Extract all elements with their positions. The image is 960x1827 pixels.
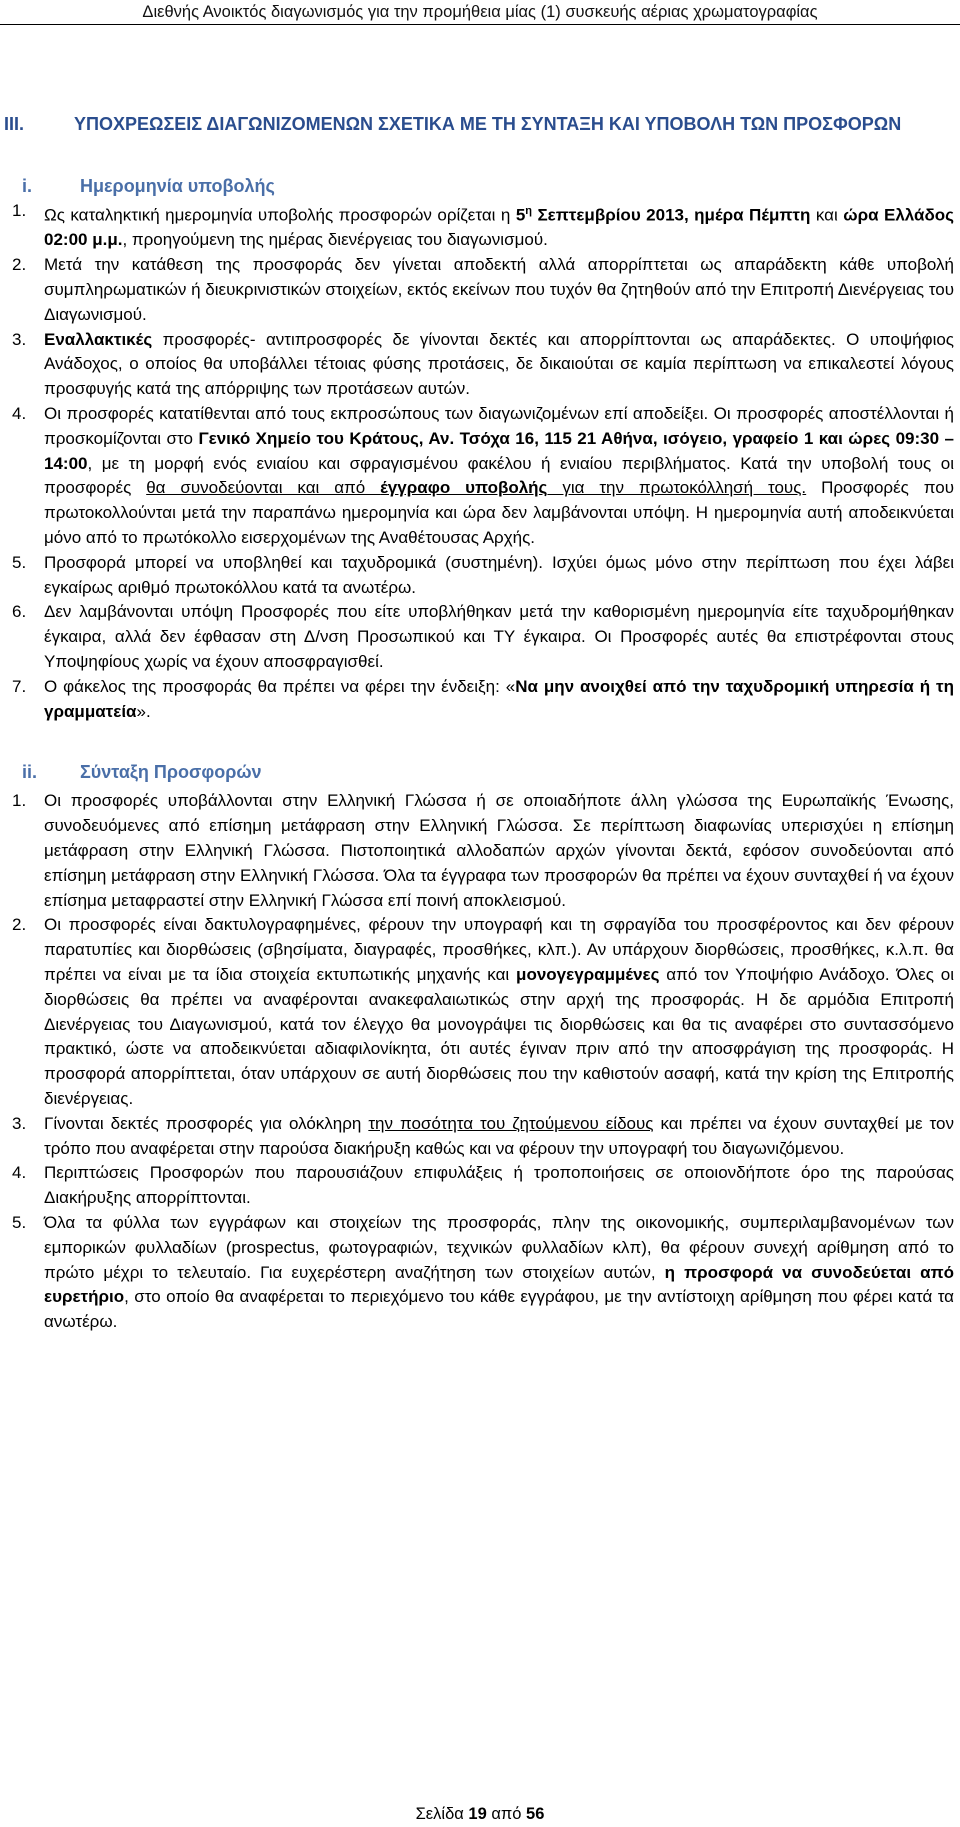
document-title: Διεθνής Ανοικτός διαγωνισμός για την προμήθεια μίας (1) συσκευής αέριας χρωματογραφίας xyxy=(142,3,818,21)
subsection-number: i. xyxy=(22,176,33,196)
list-item: 4. Οι προσφορές κατατίθενται από τους εκπροσώπους των διαγωνιζομένων επί αποδείξει. Οι προσφορές αποστέλλονται ή προσκομίζονται στο Γενικό Χημείο του Κράτους, Αν. Τσόχα 16, 115 21 Αθήνα, ισόγειο, γραφείο 1 και ώρες 09:30 –14:00, με τη μορφή ενός ενιαίου και σφραγισμένου φακέλου ή ενιαίου περιβλήματος. Κατά την υποβολή τους οι προσφορές θα συνοδεύονται και από έγγραφο υποβολής για την πρωτοκόλλησή τους. Προσφορές που πρωτοκολλούνται μετά την παραπάνω ημερομηνία και ώρα δεν λαμβάνονται υπόψη. Η ημερομηνία αυτή αποδεικνύεται μόνο από το πρωτόκολλο εισερχομένων της Αναθέτουσας Αρχής. xyxy=(12,404,955,548)
list-item: 2. Οι προσφορές είναι δακτυλογραφημένες, φέρουν την υπογραφή και τη σφραγίδα του προσφέροντος και δεν φέρουν παρατυπίες και διορθώσεις (σβησίματα, διαγραφές, προσθήκες, κλπ.). Αν υπάρχουν διορθώσεις, προσθήκες, κ.λ.π. θα πρέπει να είναι με τα ίδια στοιχεία εκτυπωτικής μηχανής και μονογεγραμμένες από τον Υποψήφιο Ανάδοχο. Όλες οι διορθώσεις θα πρέπει να αναφέρονται ανακεφαλαιωτικώς στην αρχή της προσφοράς. Η δε αρμόδια Επιτροπή Διενέργειας του Διαγωνισμού, κατά τον έλεγχο θα μονογράψει τις διορθώσεις και θα τις αναφέρει στο συντασσόμενο πρακτικό, ώστε να αποδεικνύεται αδιαφιλονίκητα, ότι αυτές έγιναν πριν από την αποσφράγιση της προσφοράς. Η προσφορά απορρίπτεται, όταν υπάρχουν σε αυτή διορθώσεις που την καθιστούν ασαφή, κατά την κρίση της Επιτροπής διενέργειας. xyxy=(12,915,955,1108)
subsection-heading-proposal-drafting xyxy=(22,760,960,785)
page-content xyxy=(0,112,960,1335)
list-item: 1. Οι προσφορές υποβάλλονται στην Ελληνική Γλώσσα ή σε οποιαδήποτε άλλη γλώσσα της Ευρωπαϊκής Ένωσης, συνοδευόμενες από επίσημη μετάφραση στην Ελληνική Γλώσσα. Σε περίπτωση διαφωνίας υπερισχύει η επίσημη μετάφραση στην Ελληνική Γλώσσα. Πιστοποιητικά αλλοδαπών αρχών γίνονται δεκτά, εφόσον συνοδεύονται από επίσημη μετάφραση στην Ελληνική Γλώσσα. Όλα τα έγγραφα των προσφορών θα πρέπει να έχουν συνταχθεί ή να έχουν επίσημα μεταφραστεί στην Ελληνική Γλώσσα επί ποινή αποκλεισμού. xyxy=(12,791,954,910)
list-item: 2. Μετά την κατάθεση της προσφοράς δεν γίνεται αποδεκτή αλλά απορρίπτεται ως απαράδεκτη κάθε υποβολή συμπληρωματικών ή διευκρινιστικών στοιχείων, εκτός εκείνων που τυχόν θα ζητηθούν από την Επιτροπή Διενέργειας του Διαγωνισμού. xyxy=(12,255,954,324)
section-title: ΥΠΟΧΡΕΩΣΕΙΣ ΔΙΑΓΩΝΙΖΟΜΕΝΩΝ ΣΧΕΤΙΚΑ ΜΕ ΤΗ ΣΥΝΤΑΞΗ ΚΑΙ ΥΠΟΒΟΛΗ ΤΩΝ ΠΡΟΣΦΟΡΩΝ xyxy=(74,114,902,134)
list-item: 3. Εναλλακτικές προσφορές- αντιπροσφορές δε γίνονται δεκτές και απορρίπτονται ως απαράδεκτες. Ο υποψήφιος Ανάδοχος, ο οποίος θα υποβάλλει τέτοιας φύσης προτάσεις, δε δικαιούται σε καμία περίπτωση να επικαλεστεί λόγους προσφυγής κατά της απόρριψης των προτάσεων αυτών. xyxy=(12,329,954,399)
list-item: 6. Δεν λαμβάνονται υπόψη Προσφορές που είτε υποβλήθηκαν μετά την καθορισμένη ημερομηνία είτε ταχυδρομήθηκαν έγκαιρα, αλλά δεν έφθασαν στη Δ/νση Προσωπικού και ΤΥ έγκαιρα. Οι Προσφορές αυτές θα επιστρέφονται στους Υποψηφίους χωρίς να έχουν αποσφραγισθεί. xyxy=(12,602,954,671)
item-number: 7. xyxy=(12,676,27,696)
item-number: 4. xyxy=(12,404,27,424)
of-label: από xyxy=(491,1805,522,1823)
item-number: 2. xyxy=(12,915,27,935)
item-number: 5. xyxy=(12,552,27,572)
item-number: 6. xyxy=(12,602,27,622)
list-item: 5. Όλα τα φύλλα των εγγράφων και στοιχείων της προσφοράς, πλην της οικονομικής, συμπεριλαμβανομένων των εμπορικών φυλλαδίων (prospectus, φωτογραφιών, τεχνικών φυλλαδίων κλπ), θα φέρουν συνεχή αρίθμηση από το πρώτο μέχρι το τελευταίο. Για ευχερέστερη αναζήτηση των στοιχείων αυτών, η προσφορά να συνοδεύεται από ευρετήριο, στο οποίο θα αναφέρεται το περιεχόμενο του κάθε εγγράφου, με την αντίστοιχη αρίθμηση που φέρει κατά τα ανωτέρω. xyxy=(12,1212,954,1332)
subsection-title: Ημερομηνία υποβολής xyxy=(80,176,275,196)
subsection-number: ii. xyxy=(22,762,38,783)
item-number: 3. xyxy=(12,329,27,349)
list-item: 7. Ο φάκελος της προσφοράς θα πρέπει να φέρει την ένδειξη: «Να μην ανοιχθεί από την ταχυδρομική υπηρεσία ή τη γραμματεία». xyxy=(12,676,955,721)
page-number: 19 xyxy=(468,1805,487,1823)
section-heading xyxy=(4,112,960,137)
page-label: Σελίδα xyxy=(415,1805,464,1823)
list-item: 4. Περιπτώσεις Προσφορών που παρουσιάζουν επιφυλάξεις ή τροποποιήσεις σε οποιονδήποτε όρο της παρούσας Διακήρυξης απορρίπτονται. xyxy=(12,1163,954,1208)
section-number: III. xyxy=(4,114,25,134)
list-item: 5. Προσφορά μπορεί να υποβληθεί και ταχυδρομικά (συστημένη). Ισχύει όμως μόνο στην περίπτωση που έχει λάβει εγκαίρως αριθμό πρωτοκόλλου κατά τα ανωτέρω. xyxy=(12,552,954,597)
submission-date-list xyxy=(0,199,960,724)
subsection-heading-submission-date xyxy=(22,174,960,199)
item-number: 1. xyxy=(12,201,27,220)
item-number: 4. xyxy=(12,1163,27,1183)
proposal-drafting-list xyxy=(0,789,960,1335)
item-number: 5. xyxy=(12,1212,27,1232)
total-pages: 56 xyxy=(526,1805,545,1823)
list-item: 3. Γίνονται δεκτές προσφορές για ολόκληρη την ποσότητα του ζητούμενου είδους και πρέπει να έχουν συνταχθεί με τον τρόπο που αναφέρεται στην παρούσα διακήρυξη καθώς και να φέρουν την υπογραφή του διαγωνιζόμενου. xyxy=(12,1113,954,1158)
subsection-title: Σύνταξη Προσφορών xyxy=(80,762,262,783)
item-number: 3. xyxy=(12,1113,27,1133)
page-footer xyxy=(0,1804,960,1824)
page-header xyxy=(0,0,960,25)
list-item: 1. Ως καταληκτική ημερομηνία υποβολής προσφορών ορίζεται η $5^\eta$ Σεπτεμβρίου 2013, ημέρα Πέμπτη και ώρα Ελλάδος 02:00 μ.μ., προηγούμενη της ημέρας διενέργειας του διαγωνισμού. xyxy=(12,201,955,250)
item-number: 1. xyxy=(12,791,27,811)
item-number: 2. xyxy=(12,255,27,275)
